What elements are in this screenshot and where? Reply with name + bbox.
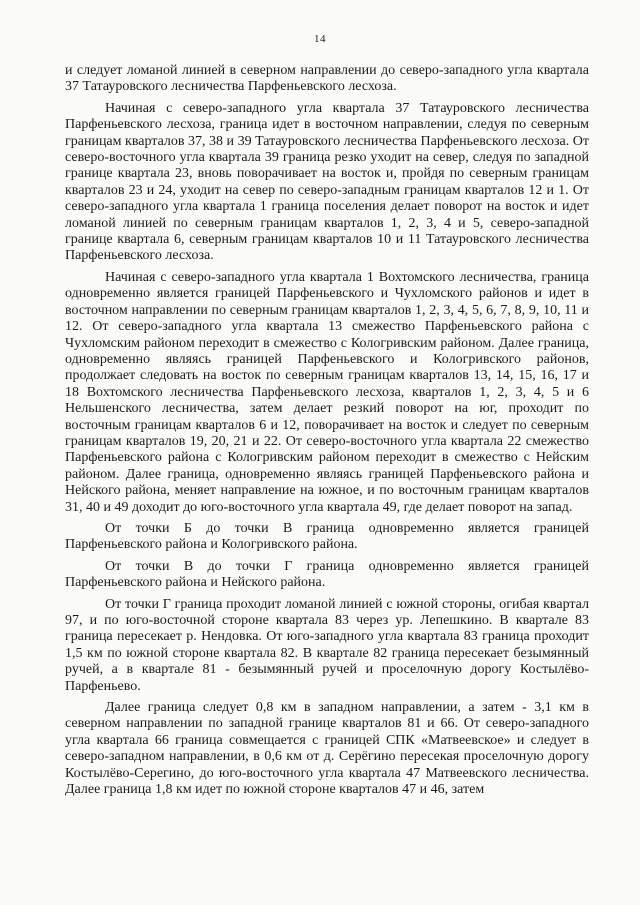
paragraph-vokhtomsky-boundary: Начиная с северо-западного угла квартала 1 Вохтомского лесничества, граница одновременно является границей Парфеньевского и Чухломского районов и идет в восточном направлении по северным границам кварталов 1, 2, 3, 4, 5, 6, 7, 8, 9, 10, 11 и 12. От северо-западного угла квартала 13 смежество Парфеньевского района с Чухломским районом переходит в смежество с Кологривским районом. Далее граница, одновременно являясь границей Парфеньевского и Кологривского районов, продолжает следовать на восток по северным границам кварталов 13, 14, 15, 16, 17 и 18 Вохтомского лесничества Парфеньевского лесхоза, кварталов 1, 2, 3, 4, 5 и 6 Нельшенского лесничества, затем делает резкий поворот на юг, проходит по восточным границам кварталов 6 и 12, поворачивает на восток и следует по северным границам кварталов 19, 20, 21 и 22. От северо-восточного угла квартала 22 смежество Парфеньевского района с Кологривским районом переходит в смежество с Нейским районом. Далее граница, одновременно являясь границей Парфеньевского района и Нейского района, меняет направление на южное, и по восточным границам кварталов 31, 40 и 49 доходит до юго-восточного угла квартала 49, где делает поворот на запад. — [65, 269, 589, 515]
paragraph-continuation: и следует ломаной линией в северном направлении до северо-западного угла квартала 37 Татауровского лесничества Парфеньевского лесхоза. — [65, 63, 589, 95]
paragraph-point-v-to-g: От точки В до точки Г граница одновременно является границей Парфеньевского района и Нейского района. — [65, 558, 589, 591]
paragraph-tataurovsky-boundary: Начиная с северо-западного угла квартала 37 Татауровского лесничества Парфеньевского лесхоза, граница идет в восточном направлении, следуя по северным границам кварталов 37, 38 и 39 Татауровского лесничества Парфеньевского лесхоза. От северо-восточного угла квартала 39 граница резко уходит на север, следуя по западной границе квартала 23, вновь поворачивает на восток и, пройдя по северным границам кварталов 23 и 24, уходит на север по северо-западным границам кварталов 12 и 1. От северо-западного угла квартала 1 граница поселения делает поворот на восток и идет ломаной линией по северным границам кварталов 1, 2, 3, 4 и 5, северо-западной границе квартала 6, северным границам кварталов 10 и 11 Татауровского лесничества Парфеньевского лесхоза. — [65, 100, 589, 264]
page-number: 14 — [314, 33, 326, 45]
paragraph-point-b-to-v: От точки Б до точки В граница одновременно является границей Парфеньевского района и Кологривского района. — [65, 520, 589, 553]
paragraph-western-direction: Далее граница следует 0,8 км в западном направлении, а затем - 3,1 км в северном направлении по западной границе кварталов 81 и 66. От северо-западного угла квартала 66 граница совмещается с границей СПК «Матвеевское» и следует в северо-западном направлении, в 0,6 км от д. Серёгино пересекая проселочную дорогу Костылёво-Серегино, до юго-восточного угла квартала 47 Матвеевского лесничества. Далее граница 1,8 км идет по южной стороне кварталов 47 и 46, затем — [65, 700, 589, 798]
paragraph-point-g: От точки Г граница проходит ломаной линией с южной стороны, огибая квартал 97, и по юго-восточной стороне квартала 83 через ур. Лепешкино. В квартале 83 граница пересекает р. Нендовка. От юго-западного угла квартала 83 граница проходит 1,5 км по южной стороне квартала 82. В квартале 82 граница пересекает безымянный ручей, а в квартале 81 - безымянный ручей и проселочную дорогу Костылёво-Парфеньево. — [65, 596, 589, 694]
document-body — [65, 63, 589, 803]
